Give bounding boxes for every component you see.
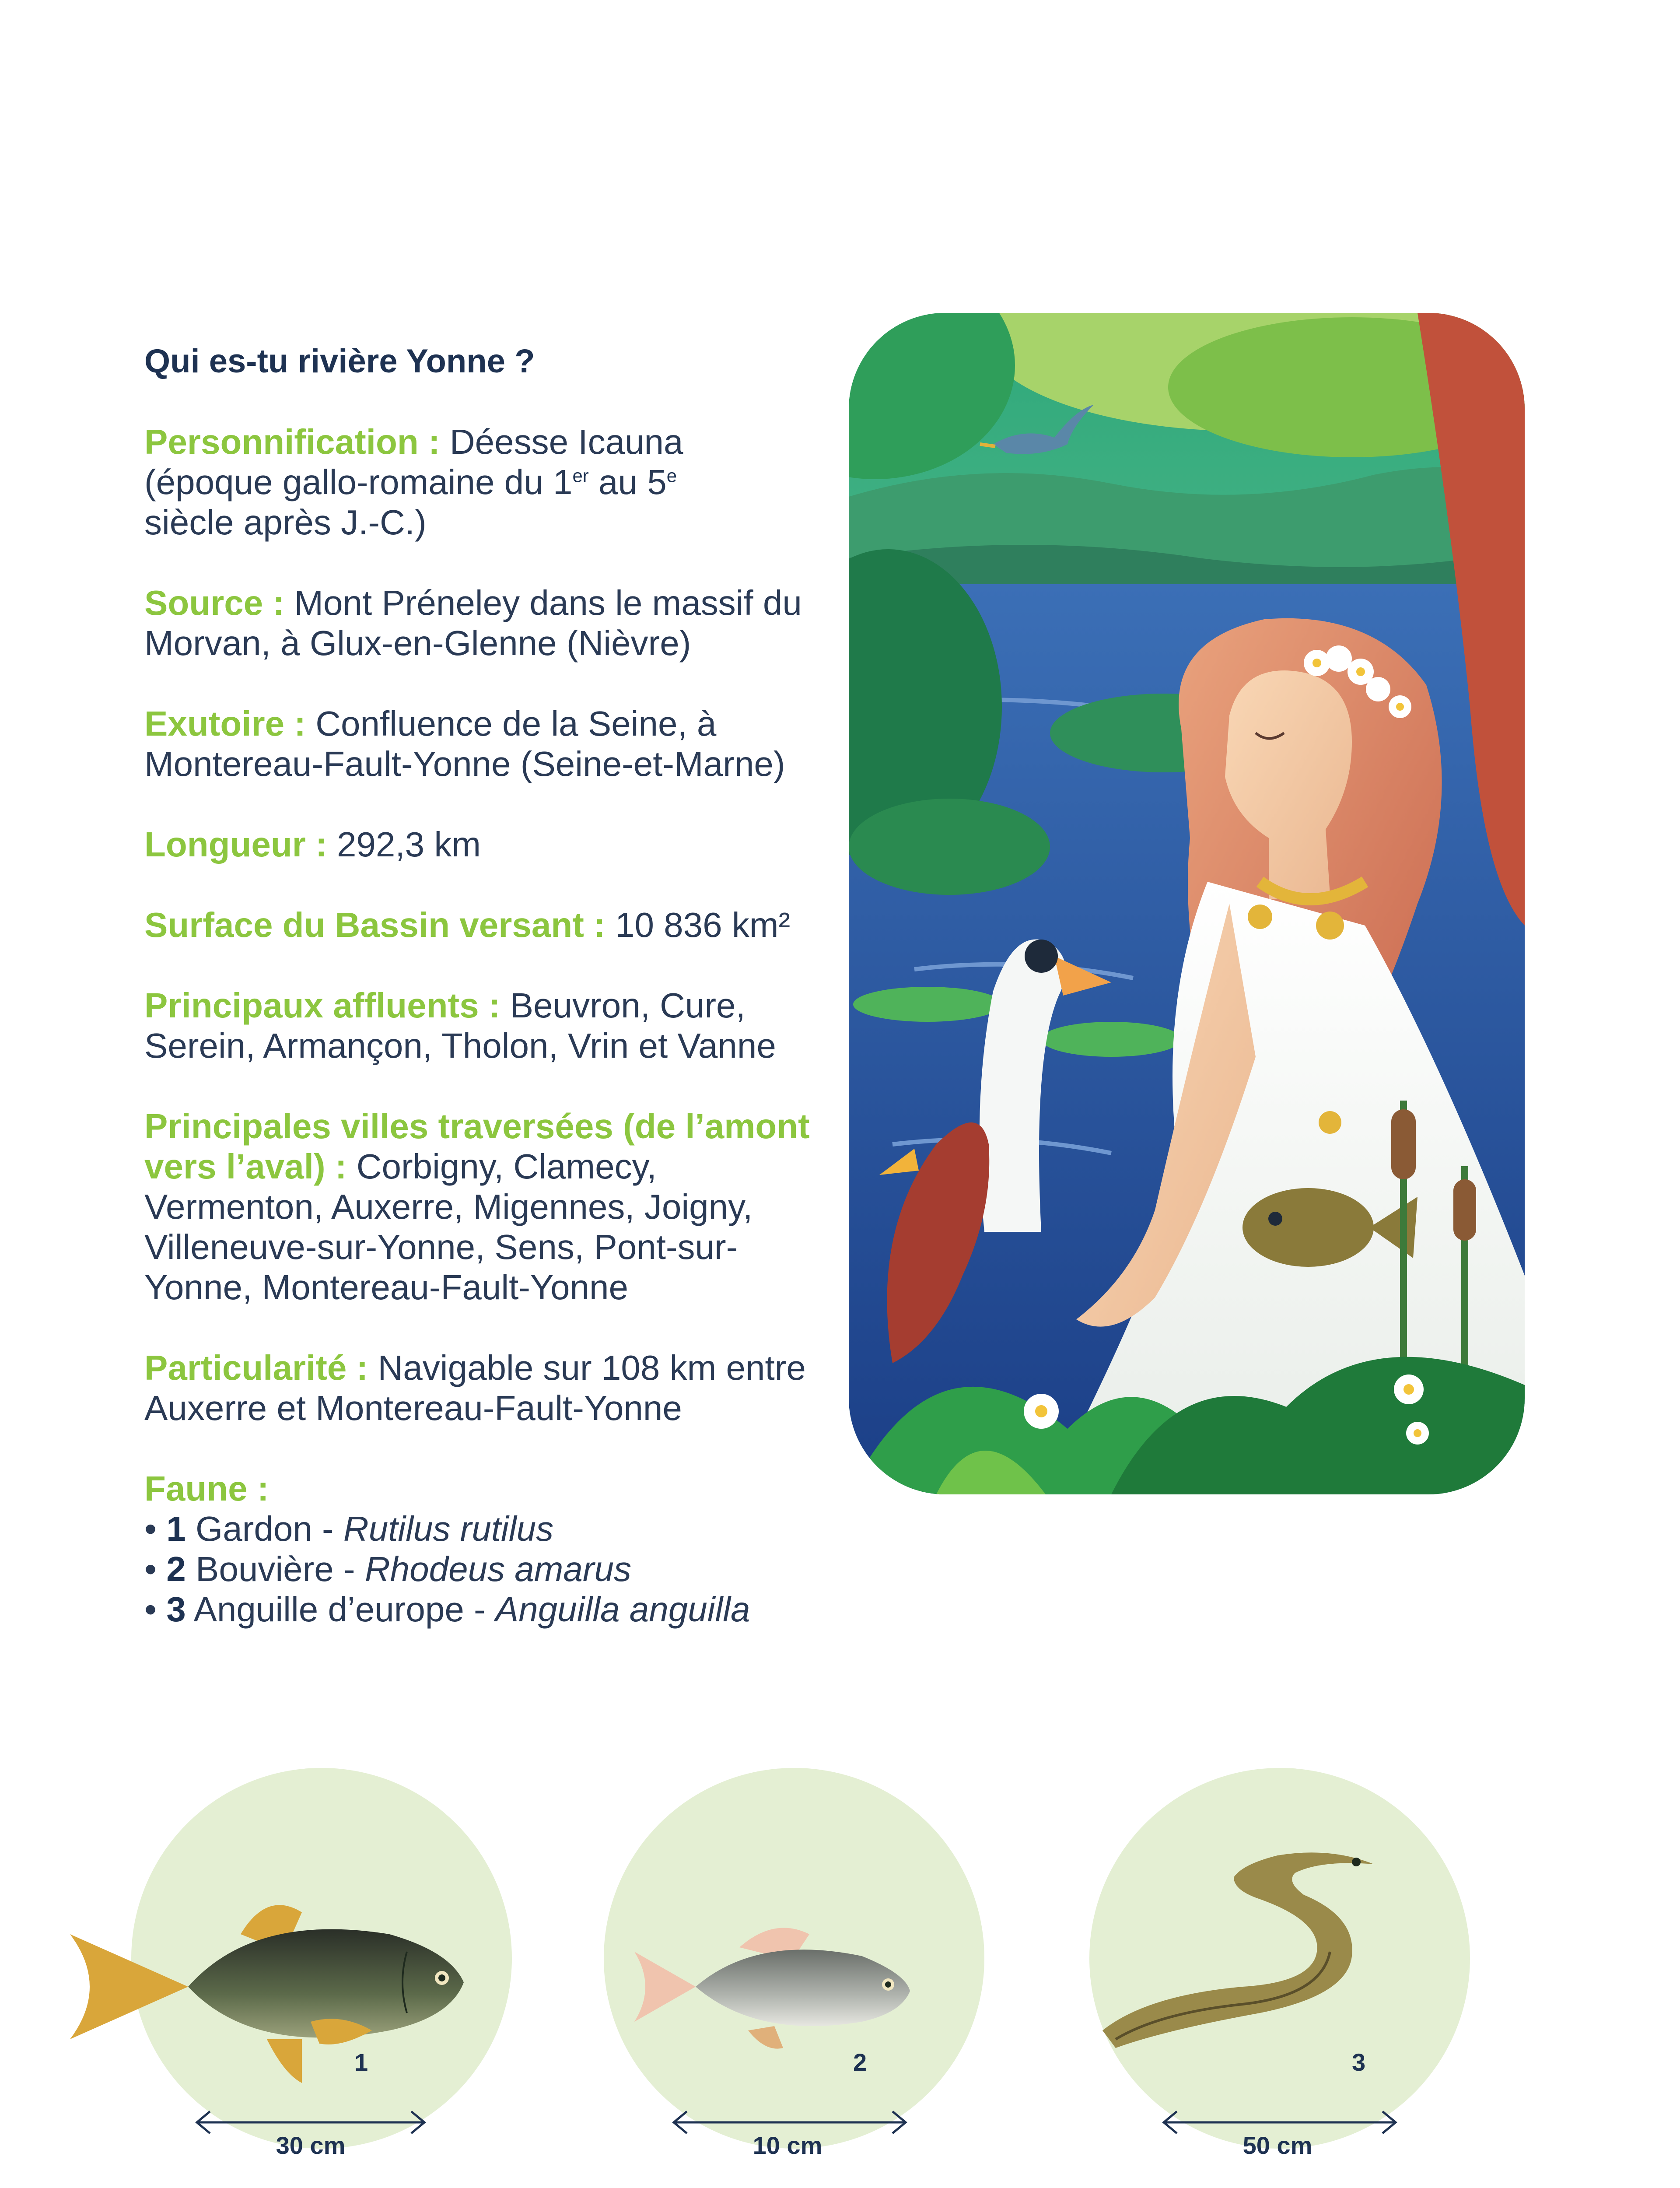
fish-number: 1: [354, 2048, 368, 2076]
faune-scientific: Rutilus rutilus: [343, 1509, 554, 1548]
personnification-value: Déesse Icauna: [449, 422, 683, 461]
surface-value: 10 836 km²: [615, 905, 791, 944]
particularite-label: Particularité :: [144, 1348, 368, 1387]
longueur-label: Longueur :: [144, 825, 327, 864]
fish-length: 50 cm: [1242, 2132, 1312, 2159]
bullet: •: [144, 1550, 157, 1588]
fish-number: 2: [853, 2048, 867, 2076]
section-longueur: [144, 824, 827, 865]
fish-number: 3: [1352, 2048, 1366, 2076]
faune-scientific: Anguilla anguilla: [495, 1590, 750, 1629]
faune-list: [144, 1509, 827, 1630]
source-label: Source :: [144, 583, 285, 622]
personnification-epoch-b: au 5: [588, 463, 667, 501]
exutoire-label: Exutoire :: [144, 704, 306, 743]
section-affluents: [144, 985, 827, 1066]
length-arrow-icon: [57, 1768, 494, 2188]
faune-label: Faune :: [144, 1469, 269, 1508]
faune-scientific: Rhodeus amarus: [364, 1550, 632, 1588]
personnification-epoch-c: siècle après J.-C.): [144, 503, 427, 542]
bullet: •: [144, 1590, 157, 1629]
page-title: Qui es-tu rivière Yonne ?: [144, 343, 535, 380]
faune-item-1: [144, 1509, 827, 1549]
bullet: •: [144, 1509, 157, 1548]
fish-card-2: [529, 1768, 967, 2188]
affluents-value: Beuvron, Cure, Serein, Armançon, Tholon, Vrin et Vanne: [144, 986, 776, 1065]
info-column: [144, 341, 827, 1670]
section-faune: [144, 1469, 827, 1630]
section-particularite: [144, 1348, 827, 1428]
particularite-value: Navigable sur 108 km entre Auxerre et Montereau-Fault-Yonne: [144, 1348, 806, 1427]
fish-card-3: [1015, 1768, 1452, 2188]
faune-item-3: [144, 1589, 827, 1630]
faune-num: 1: [166, 1509, 186, 1548]
goddess-illustration: [849, 313, 1525, 1494]
villes-value: Corbigny, Clamecy, Vermenton, Auxerre, Migennes, Joigny, Villeneuve-sur-Yonne, Sens, Pont-sur-Yonne, Montereau-Fault-Yonne: [144, 1147, 753, 1307]
section-surface: [144, 905, 827, 945]
villes-label: Principales villes traversées (de l’amont vers l’aval) :: [144, 1107, 810, 1186]
faune-common: Anguille d’europe -: [193, 1590, 495, 1629]
faune-item-2: [144, 1549, 827, 1589]
section-source: [144, 583, 827, 663]
exutoire-value: Confluence de la Seine, à Montereau-Fault-Yonne (Seine-et-Marne): [144, 704, 785, 783]
faune-num: 3: [166, 1590, 186, 1629]
sup-e: e: [666, 465, 677, 486]
length-arrow-icon: [529, 1768, 967, 2188]
fish-length: 10 cm: [752, 2132, 822, 2159]
length-arrow-icon: [1015, 1768, 1452, 2188]
section-villes: [144, 1106, 827, 1308]
faune-common: Bouvière -: [195, 1550, 365, 1588]
fish-length: 30 cm: [276, 2132, 346, 2159]
personnification-label: Personnification :: [144, 422, 440, 461]
affluents-label: Principaux affluents :: [144, 986, 500, 1025]
faune-num: 2: [166, 1550, 186, 1588]
surface-label: Surface du Bassin versant :: [144, 905, 606, 944]
longueur-value: 292,3 km: [336, 825, 481, 864]
source-value: Mont Préneley dans le massif du Morvan, à Glux-en-Glenne (Nièvre): [144, 583, 802, 663]
faune-common: Gardon -: [195, 1509, 343, 1548]
fish-card-1: [57, 1768, 494, 2188]
sup-er: er: [572, 465, 589, 486]
goddess-scene-image: [849, 313, 1525, 1494]
section-exutoire: [144, 704, 827, 784]
personnification-epoch-a: (époque gallo-romaine du 1: [144, 463, 573, 501]
section-personnification: [144, 422, 827, 543]
